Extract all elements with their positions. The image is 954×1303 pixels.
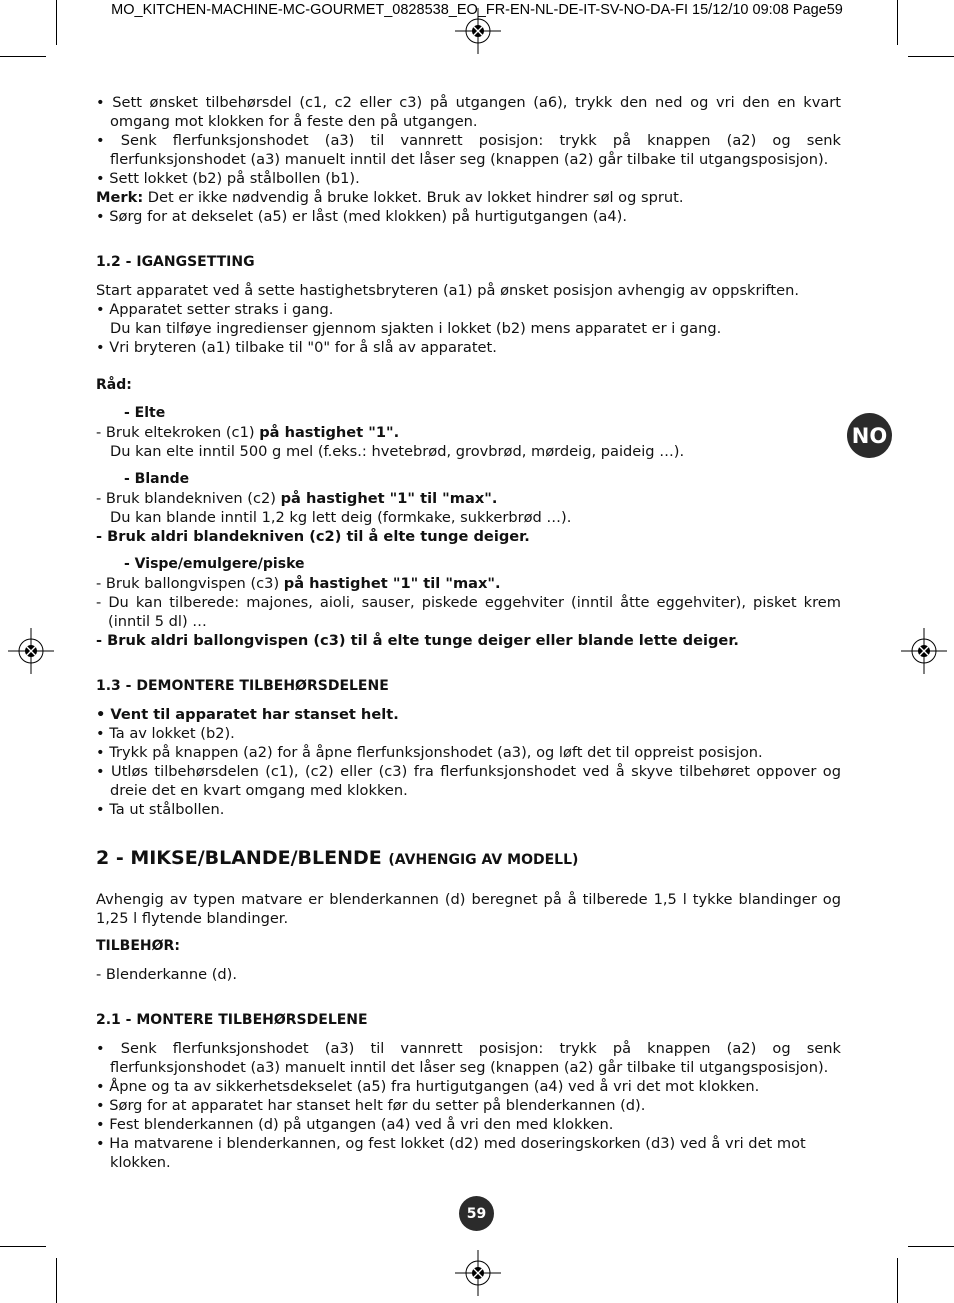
crop-mark [897, 0, 898, 45]
chapter-subtitle: (AVHENGIG AV MODELL) [388, 852, 579, 868]
paragraph: Avhengig av typen matvare er blenderkannen (d) beregnet på å tilberede 1,5 l tykke blandinger og 1,25 l flytende blandinger. [96, 891, 841, 927]
tips-heading: Råd: [96, 377, 132, 393]
list-item: - Blenderkanne (d). [96, 966, 237, 983]
page-content [96, 93, 841, 1172]
crop-mark [908, 1246, 954, 1247]
tip-heading: - Vispe/emulgere/piske [124, 556, 305, 572]
list-item: • Utløs tilbehørsdelen (c1), (c2) eller (c3) fra flerfunksjonshodet ved å skyve tilbehøret oppover og dreie det en kvart omgang med klokken. [96, 763, 841, 799]
page-number: 59 [459, 1196, 494, 1231]
list-item: • Vent til apparatet har stanset helt. [96, 706, 399, 723]
crop-mark [56, 0, 57, 45]
section-heading: 2.1 - MONTERE TILBEHØRSDELENE [96, 1012, 368, 1028]
print-header: MO_KITCHEN-MACHINE-MC-GOURMET_0828538_EO_FR-EN-NL-DE-IT-SV-NO-DA-FI 15/12/10 09:08 Page59 [111, 2, 843, 18]
registration-mark-icon [455, 8, 501, 54]
note [96, 188, 841, 207]
list-item: • Sørg for at dekselet (a5) er låst (med klokken) på hurtigutgangen (a4). [96, 208, 627, 225]
list-item: • Ta ut stålbollen. [96, 801, 225, 818]
registration-mark-icon [901, 628, 947, 674]
tip-warning: - Bruk aldri blandekniven (c2) til å elte tunge deiger. [96, 528, 530, 545]
crop-mark [56, 1258, 57, 1303]
list-item: • Sett lokket (b2) på stålbollen (b1). [96, 170, 360, 187]
chapter-heading [96, 846, 841, 872]
tip-detail: - Du kan tilberede: majones, aioli, sauser, piskede eggehviter (inntil åtte eggehviter), pisket krem (inntil 5 dl) … [96, 594, 841, 630]
list-item: • Sett ønsket tilbehørsdel (c1, c2 eller c3) på utgangen (a6), trykk den ned og vri den en kvart omgang mot klokken for å feste den på utgangen. [96, 94, 841, 130]
tip-line [96, 423, 841, 442]
section-heading: 1.3 - DEMONTERE TILBEHØRSDELENE [96, 678, 389, 694]
list-item: • Senk flerfunksjonshodet (a3) til vannrett posisjon: trykk på knappen (a2) og senk flerfunksjonshodet (a3) manuelt inntil det låser seg (knappen (a2) går tilbake til utgangsposisjon). [96, 1040, 841, 1076]
registration-mark-icon [455, 1250, 501, 1296]
tip-line [96, 489, 841, 508]
crop-mark [897, 1258, 898, 1303]
language-badge: NO [847, 413, 892, 458]
crop-mark [0, 1246, 46, 1247]
registration-mark-icon [8, 628, 54, 674]
tip-emphasis: på hastighet "1" til "max". [280, 490, 498, 507]
tip-emphasis: på hastighet "1". [259, 424, 400, 441]
tip-heading: - Blande [124, 471, 190, 487]
crop-mark [908, 56, 954, 57]
list-item: • Ha matvarene i blenderkannen, og fest lokket (d2) med doseringskorken (d3) ved å vri det mot klokken. [96, 1135, 806, 1171]
tip-warning: - Bruk aldri ballongvispen (c3) til å elte tunge deiger eller blande lette deiger. [96, 632, 739, 649]
tip-detail: Du kan blande inntil 1,2 kg lett deig (formkake, sukkerbrød …). [110, 509, 572, 526]
tip-detail: Du kan elte inntil 500 g mel (f.eks.: hvetebrød, grovbrød, mørdeig, paideig …). [110, 443, 685, 460]
tip-text: - Bruk eltekroken (c1) [96, 424, 260, 441]
list-item: • Trykk på knappen (a2) for å åpne flerfunksjonshodet (a3), og løft det til oppreist posisjon. [96, 744, 763, 761]
crop-mark [0, 56, 46, 57]
tip-text: - Bruk blandekniven (c2) [96, 490, 281, 507]
list-item: • Ta av lokket (b2). [96, 725, 235, 742]
accessories-heading: TILBEHØR: [96, 938, 180, 954]
list-item: • Sørg for at apparatet har stanset helt før du setter på blenderkannen (d). [96, 1097, 646, 1114]
tip-line [96, 574, 841, 593]
list-item: • Vri bryteren (a1) tilbake til "0" for å slå av apparatet. [96, 339, 497, 356]
list-item: • Åpne og ta av sikkerhetsdekselet (a5) fra hurtigutgangen (a4) ved å vri det mot klokken. [96, 1078, 760, 1095]
list-item: • Senk flerfunksjonshodet (a3) til vannrett posisjon: trykk på knappen (a2) og senk flerfunksjonshodet (a3) manuelt inntil det låser seg (knappen (a2) går tilbake til utgangsposisjon). [96, 132, 841, 168]
paragraph: Start apparatet ved å sette hastighetsbryteren (a1) på ønsket posisjon avhengig av oppskriften. [96, 282, 799, 299]
tip-text: - Bruk ballongvispen (c3) [96, 575, 284, 592]
chapter-title: 2 - MIKSE/BLANDE/BLENDE [96, 847, 389, 869]
list-item: • Apparatet setter straks i gang. [96, 301, 334, 318]
section-heading: 1.2 - IGANGSETTING [96, 254, 255, 270]
list-item-detail: Du kan tilføye ingredienser gjennom sjakten i lokket (b2) mens apparatet er i gang. [110, 320, 722, 337]
note-label: Merk: [96, 189, 144, 206]
tip-emphasis: på hastighet "1" til "max". [283, 575, 501, 592]
list-item: • Fest blenderkannen (d) på utgangen (a4) ved å vri den med klokken. [96, 1116, 614, 1133]
tip-heading: - Elte [124, 405, 166, 421]
note-text: Det er ikke nødvendig å bruke lokket. Bruk av lokket hindrer søl og sprut. [143, 189, 684, 206]
